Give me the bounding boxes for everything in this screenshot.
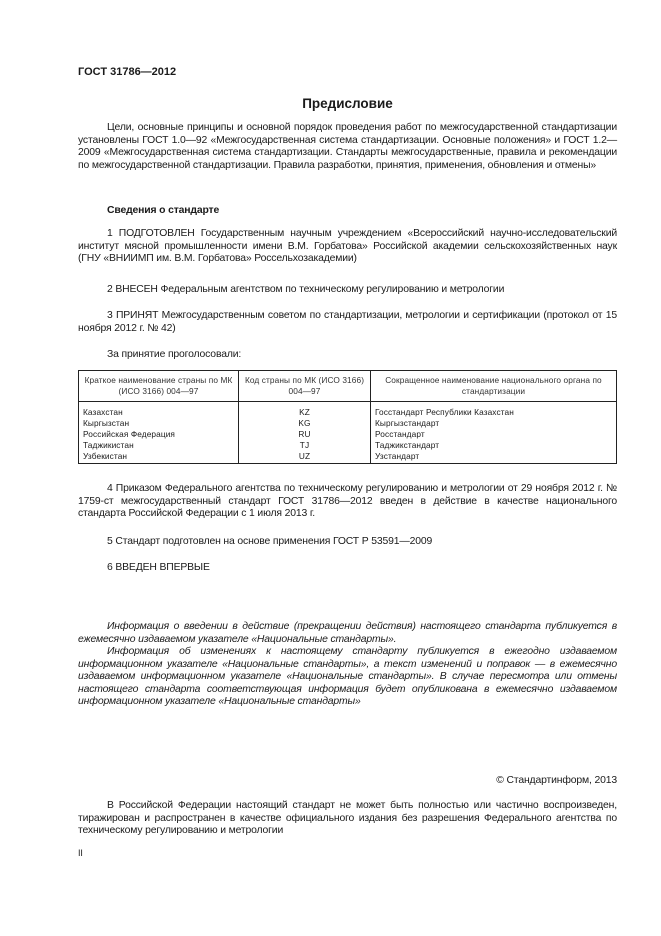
table-row [79, 451, 617, 464]
table-row [79, 418, 617, 429]
table-row [79, 440, 617, 451]
table-header-row [79, 371, 617, 402]
header-code: Код страны по МК (ИСО 3166) 004—97 [239, 371, 371, 402]
header-body: Сокращенное наименование национального органа по стандартизации [371, 371, 617, 402]
item-4: 4 Приказом Федерального агентства по техническому регулированию и метрологии от 29 ноября 2012 г. № 1759-ст межгосударственный стандарт ГОСТ 31786—2012 введен в действие в качестве национального стандарта Российской Федерации с 1 июля 2013 г. [78, 483, 617, 520]
national-body: Росстандарт [371, 429, 617, 440]
notice-paragraph-2: Информация об изменениях к настоящему стандарту публикуется в ежегодно издаваемом информационном указателе «Национальные стандарты», а текст изменений и поправок — в ежемесячно издаваемом информационном указателе «Национальные стандарты». В случае пересмотра или отмены настоящего стандарта соответствующая информация будет опубликована в ежемесячно издаваемом информационном указателе «Национальные стандарты» [78, 646, 617, 708]
rights-paragraph: В Российской Федерации настоящий стандарт не может быть полностью или частично воспроизведен, тиражирован и распространен в качестве официального издания без разрешения Федерального агентства по техническому регулированию и метрологии [78, 800, 617, 837]
national-body: Кыргызстандарт [371, 418, 617, 429]
country: Казахстан [79, 402, 239, 419]
item-3: 3 ПРИНЯТ Межгосударственным советом по стандартизации, метрологии и сертификации (протокол от 15 ноября 2012 г. № 42) [78, 310, 617, 334]
page-title: Предисловие [302, 96, 393, 111]
copyright: © Стандартинформ, 2013 [496, 775, 617, 786]
country: Узбекистан [79, 451, 239, 464]
item-5: 5 Стандарт подготовлен на основе применения ГОСТ Р 53591—2009 [107, 536, 433, 547]
voting-table-wrap [78, 370, 617, 464]
code: UZ [239, 451, 371, 464]
voted-label: За принятие проголосовали: [107, 349, 242, 360]
table-row [79, 402, 617, 419]
page-number: II [78, 848, 83, 858]
national-body: Таджикстандарт [371, 440, 617, 451]
item-6: 6 ВВЕДЕН ВПЕРВЫЕ [107, 562, 210, 573]
country: Российская Федерация [79, 429, 239, 440]
item-1: 1 ПОДГОТОВЛЕН Государственным научным учреждением «Всероссийский научно-исследовательский институт мясной промышленности имени В.М. Горбатова» Российской академии сельскохозяйственных наук (ГНУ «ВНИИМП им. В.М. Горбатова» Россельхозакадемии) [78, 228, 617, 265]
header-country: Краткое наименование страны по МК (ИСО 3166) 004—97 [79, 371, 239, 402]
notice-paragraph-1: Информация о введении в действие (прекращении действия) настоящего стандарта публикуется в ежемесячно издаваемом указателе «Национальные стандарты». [78, 621, 617, 645]
intro-paragraph: Цели, основные принципы и основной порядок проведения работ по межгосударственной стандартизации установлены ГОСТ 1.0—92 «Межгосударственная система стандартизации. Основные положения» и ГОСТ 1.2—2009 «Межгосударственная система стандартизации. Стандарты межгосударственные, правила и рекомендации по межгосударственной стандартизации. Правила разработки, принятия, применения, обновления и отмены» [78, 122, 617, 171]
code: KZ [239, 402, 371, 419]
table-row [79, 429, 617, 440]
item-2: 2 ВНЕСЕН Федеральным агентством по техническому регулированию и метрологии [107, 284, 505, 295]
national-body: Узстандарт [371, 451, 617, 464]
document-code: ГОСТ 31786—2012 [78, 66, 177, 78]
country: Кыргызстан [79, 418, 239, 429]
national-body: Госстандарт Республики Казахстан [371, 402, 617, 419]
code: RU [239, 429, 371, 440]
country: Таджикистан [79, 440, 239, 451]
voting-table [78, 370, 617, 464]
code: KG [239, 418, 371, 429]
code: TJ [239, 440, 371, 451]
info-heading: Сведения о стандарте [107, 205, 220, 216]
